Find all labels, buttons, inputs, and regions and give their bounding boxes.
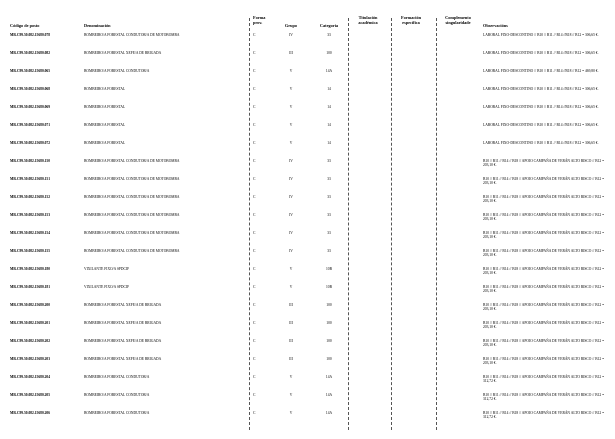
cell-observacions: B10 // B11 // B14 // B18 // APOIO CAMPAÑA DE VERÁN ALTO RISCO // B12 = 203,10 €. [483,249,605,258]
table-row [0,339,615,357]
cell-denominacion: BOMBEIRO/A FORESTAL CONDUTOR/A DE MOTOBOMBA [84,213,180,217]
table-row [0,177,615,195]
header-codigo: Código de posto [10,23,40,28]
cell-denominacion: BOMBEIRO/A FORESTAL CONDUTOR/A DE MOTOBOMBA [84,33,180,37]
cell-codigo: MR.C99.50.082.15680.205 [10,393,51,397]
cell-denominacion: BOMBEIRO/A FORESTAL [84,87,126,91]
cell-codigo: MR.C99.50.082.15680.204 [10,375,51,379]
cell-observacions: B10 // B11 // B14 // B18 // APOIO CAMPAÑA DE VERÁN ALTO RISCO // B12 = 312,72 €. [483,411,605,420]
table-row [0,375,615,393]
cell-grupo: V [289,87,293,91]
cell-codigo: MR.C99.50.082.15680.071 [10,123,51,127]
table-row [0,303,615,321]
cell-categoria: 100 [326,339,332,343]
cell-forma: C [253,105,256,109]
cell-forma: C [253,141,256,145]
cell-forma: C [253,375,256,379]
cell-categoria: 33 [327,231,331,235]
cell-denominacion: BOMBEIRO/A FORESTAL CONDUTOR/A DE MOTOBOMBA [84,177,180,181]
cell-categoria: 10B [326,285,332,289]
table-row [0,159,615,177]
table-row [0,69,615,87]
cell-codigo: MR.C99.50.082.15680.082 [10,51,51,55]
cell-categoria: 33 [327,177,331,181]
cell-codigo: MR.C99.50.082.15680.180 [10,267,51,271]
table-row [0,213,615,231]
cell-grupo: IV [289,231,293,235]
cell-denominacion: BOMBEIRO/A FORESTAL CONDUTOR/A [84,375,150,379]
cell-forma: C [253,87,256,91]
cell-codigo: MR.C99.50.082.15680.065 [10,69,51,73]
cell-observacions: B10 // B11 // B14 // B18 // APOIO CAMPAÑA DE VERÁN ALTO RISCO // B12 = 203,10 €. [483,177,605,186]
cell-codigo: MR.C99.50.082.15680.150 [10,159,51,163]
cell-grupo: IV [289,213,293,217]
cell-forma: C [253,393,256,397]
cell-grupo: IV [289,195,293,199]
cell-forma: C [253,51,256,55]
cell-codigo: MR.C99.50.082.15680.072 [10,141,51,145]
header-titulacion-line1: Titulación [358,15,378,20]
cell-grupo: IV [289,33,293,37]
cell-categoria: 14A [325,69,333,73]
cell-codigo: MR.C99.50.082.15680.153 [10,213,51,217]
cell-codigo: MR.C99.50.082.15680.201 [10,321,51,325]
cell-denominacion: BOMBEIRO/A FORESTAL CONDUTOR/A [84,69,150,73]
table-row [0,105,615,123]
cell-forma: C [253,249,256,253]
cell-forma: C [253,357,256,361]
cell-categoria: 33 [327,33,331,37]
cell-observacions: LABORAL FIXO-DESCONTINO // B10 // B11 // B14 //B18 // B12 = 306,65 €. [483,123,599,127]
cell-forma: C [253,159,256,163]
cell-categoria: 33 [327,249,331,253]
cell-codigo: MR.C99.50.082.15680.200 [10,303,51,307]
cell-categoria: 14A [325,411,333,415]
table-row [0,231,615,249]
cell-denominacion: BOMBEIRO/A FORESTAL [84,105,126,109]
cell-forma: C [253,231,256,235]
cell-forma: C [253,339,256,343]
cell-categoria: 33 [327,159,331,163]
cell-observacions: LABORAL FIXO-DESCONTINO // B10 // B11 // B14 //B18 // B12 = 306,65 €. [483,33,599,37]
cell-observacions: LABORAL FIXO-DESCONTINO // B10 // B11 // B14 //B18 // B12 = 306,65 €. [483,105,599,109]
cell-grupo: V [289,123,293,127]
cell-forma: C [253,411,256,415]
header-forma [253,15,275,33]
table-row [0,321,615,339]
cell-grupo: V [289,393,293,397]
cell-observacions: B10 // B11 // B14 // B18 // APOIO CAMPAÑA DE VERÁN ALTO RISCO // B12 = 203,10 €. [483,159,605,168]
header-observacions: Observacións [483,23,508,28]
cell-codigo: MR.C99.50.082.15680.078 [10,33,51,37]
cell-categoria: 14 [327,123,331,127]
cell-categoria: 33 [327,213,331,217]
cell-grupo: V [289,267,293,271]
header-complemento [436,15,480,33]
cell-grupo: III [289,357,293,361]
table-row [0,51,615,69]
cell-observacions: B10 // B11 // B14 // B18 // APOIO CAMPAÑA DE VERÁN ALTO RISCO // B12 = 203,10 €. [483,357,605,366]
cell-grupo: III [289,51,293,55]
cell-categoria: 14 [327,105,331,109]
cell-categoria: 14 [327,87,331,91]
cell-forma: C [253,177,256,181]
cell-grupo: III [289,321,293,325]
cell-forma: C [253,303,256,307]
header-forma-line1: Forma [253,15,266,20]
table-row [0,285,615,303]
header-titulacion-line2: académica [358,20,378,25]
header-categoria: Categoría [319,23,339,28]
cell-grupo: V [289,285,293,289]
cell-grupo: V [289,375,293,379]
cell-denominacion: BOMBEIRO/A FORESTAL CONDUTOR/A DE MOTOBOMBA [84,249,180,253]
table-row [0,411,615,429]
cell-observacions: B10 // B11 // B14 // B18 // APOIO CAMPAÑA DE VERÁN ALTO RISCO // B12 = 203,10 €. [483,285,605,294]
cell-denominacion: BOMBEIRO/A FORESTAL CONDUTOR/A DE MOTOBOMBA [84,159,180,163]
table-row [0,195,615,213]
cell-categoria: 33 [327,195,331,199]
cell-grupo: V [289,105,293,109]
cell-codigo: MR.C99.50.082.15680.155 [10,249,51,253]
cell-forma: C [253,267,256,271]
cell-categoria: 14 [327,141,331,145]
cell-observacions: B10 // B11 // B14 // B18 // APOIO CAMPAÑA DE VERÁN ALTO RISCO // B12 = 312,72 €. [483,375,605,384]
cell-categoria: 100 [326,357,332,361]
cell-categoria: 10B [326,267,332,271]
cell-categoria: 100 [326,51,332,55]
cell-denominacion: BOMBEIRO/A FORESTAL [84,123,126,127]
cell-grupo: III [289,303,293,307]
header-denominacion: Denominación [84,23,111,28]
header-titulacion [348,15,388,33]
cell-observacions: B10 // B11 // B14 // B18 // APOIO CAMPAÑA DE VERÁN ALTO RISCO // B12 = 203,10 €. [483,321,605,330]
table-row [0,357,615,375]
cell-forma: C [253,33,256,37]
table-row [0,267,615,285]
cell-grupo: IV [289,159,293,163]
cell-grupo: IV [289,177,293,181]
cell-observacions: B10 // B11 // B14 // B18 // APOIO CAMPAÑA DE VERÁN ALTO RISCO // B12 = 203,10 €. [483,213,605,222]
cell-forma: C [253,195,256,199]
cell-grupo: IV [289,249,293,253]
cell-codigo: MR.C99.50.082.15680.203 [10,357,51,361]
cell-codigo: MR.C99.50.082.15680.206 [10,411,51,415]
cell-observacions: LABORAL FIXO-DESCONTINO // B10 // B11 // B14 //B18 // B12 = 306,65 €. [483,141,599,145]
cell-denominacion: BOMBEIRO/A FORESTAL XEFE/A DE BRIGADA [84,51,162,55]
cell-forma: C [253,285,256,289]
header-grupo: Grupo [284,23,298,28]
cell-forma: C [253,213,256,217]
table-row [0,141,615,159]
cell-denominacion: BOMBEIRO/A FORESTAL CONDUTOR/A [84,411,150,415]
cell-denominacion: BOMBEIRO/A FORESTAL [84,141,126,145]
cell-denominacion: VIXILANTE FIXO/A SPDCIF [84,267,130,271]
header-formacion-line2: específica [402,20,420,25]
cell-denominacion: BOMBEIRO/A FORESTAL XEFE/A DE BRIGADA [84,357,162,361]
cell-categoria: 100 [326,303,332,307]
header-forma-line2: prov. [253,20,263,25]
cell-categoria: 100 [326,321,332,325]
cell-grupo: V [289,411,293,415]
cell-codigo: MR.C99.50.082.15680.181 [10,285,51,289]
cell-codigo: MR.C99.50.082.15680.151 [10,177,51,181]
cell-denominacion: VIXILANTE FIXO/A SPDCIF [84,285,130,289]
cell-grupo: III [289,339,293,343]
cell-denominacion: BOMBEIRO/A FORESTAL XEFE/A DE BRIGADA [84,339,162,343]
cell-denominacion: BOMBEIRO/A FORESTAL XEFE/A DE BRIGADA [84,321,162,325]
cell-codigo: MR.C99.50.082.15680.068 [10,87,51,91]
cell-categoria: 14A [325,393,333,397]
cell-denominacion: BOMBEIRO/A FORESTAL CONDUTOR/A DE MOTOBOMBA [84,195,180,199]
header-formacion-line1: Formación [400,15,422,20]
cell-forma: C [253,321,256,325]
cell-observacions: LABORAL FIXO-DESCONTINO // B10 // B11 // B14 //B18 // B12 = 306,65 €. [483,87,599,91]
table-row [0,33,615,51]
header-complemento-line1: Complemento [445,15,471,20]
cell-grupo: V [289,69,293,73]
cell-categoria: 14A [325,375,333,379]
cell-observacions: B10 // B11 // B14 // B18 // APOIO CAMPAÑA DE VERÁN ALTO RISCO // B12 = 203,10 €. [483,339,605,348]
cell-observacions: B10 // B11 // B14 // B18 // APOIO CAMPAÑA DE VERÁN ALTO RISCO // B12 = 312,72 €. [483,393,605,402]
cell-codigo: MR.C99.50.082.15680.152 [10,195,51,199]
cell-observacions: B10 // B11 // B14 // B18 // APOIO CAMPAÑA DE VERÁN ALTO RISCO // B12 = 203,10 €. [483,195,605,204]
cell-forma: C [253,69,256,73]
cell-observacions: B10 // B11 // B14 // B18 // APOIO CAMPAÑA DE VERÁN ALTO RISCO // B12 = 203,10 €. [483,267,605,276]
table-row [0,123,615,141]
table-row [0,87,615,105]
header-formacion [391,15,431,33]
header-complemento-line2: singularidade [445,20,471,25]
cell-denominacion: BOMBEIRO/A FORESTAL CONDUTOR/A DE MOTOBOMBA [84,231,180,235]
cell-observacions: B10 // B11 // B14 // B18 // APOIO CAMPAÑA DE VERÁN ALTO RISCO // B12 = 203,10 €. [483,303,605,312]
cell-denominacion: BOMBEIRO/A FORESTAL CONDUTOR/A [84,393,150,397]
cell-forma: C [253,123,256,127]
cell-observacions: B10 // B11 // B14 // B18 // APOIO CAMPAÑA DE VERÁN ALTO RISCO // B12 = 203,10 €. [483,231,605,240]
cell-observacions: LABORAL FIXO-DESCONTINO // B10 // B11 // B14 //B18 // B12 = 306,65 €. [483,51,599,55]
cell-codigo: MR.C99.50.082.15680.154 [10,231,51,235]
cell-codigo: MR.C99.50.082.15680.069 [10,105,51,109]
table-row [0,249,615,267]
cell-denominacion: BOMBEIRO/A FORESTAL XEFE/A DE BRIGADA [84,303,162,307]
cell-codigo: MR.C99.50.082.15680.202 [10,339,51,343]
cell-observacions: LABORAL FIXO-DESCONTINO // B10 // B11 // B14 //B18 // B12 = 469,80 €. [483,69,599,73]
table-row [0,393,615,411]
cell-grupo: V [289,141,293,145]
